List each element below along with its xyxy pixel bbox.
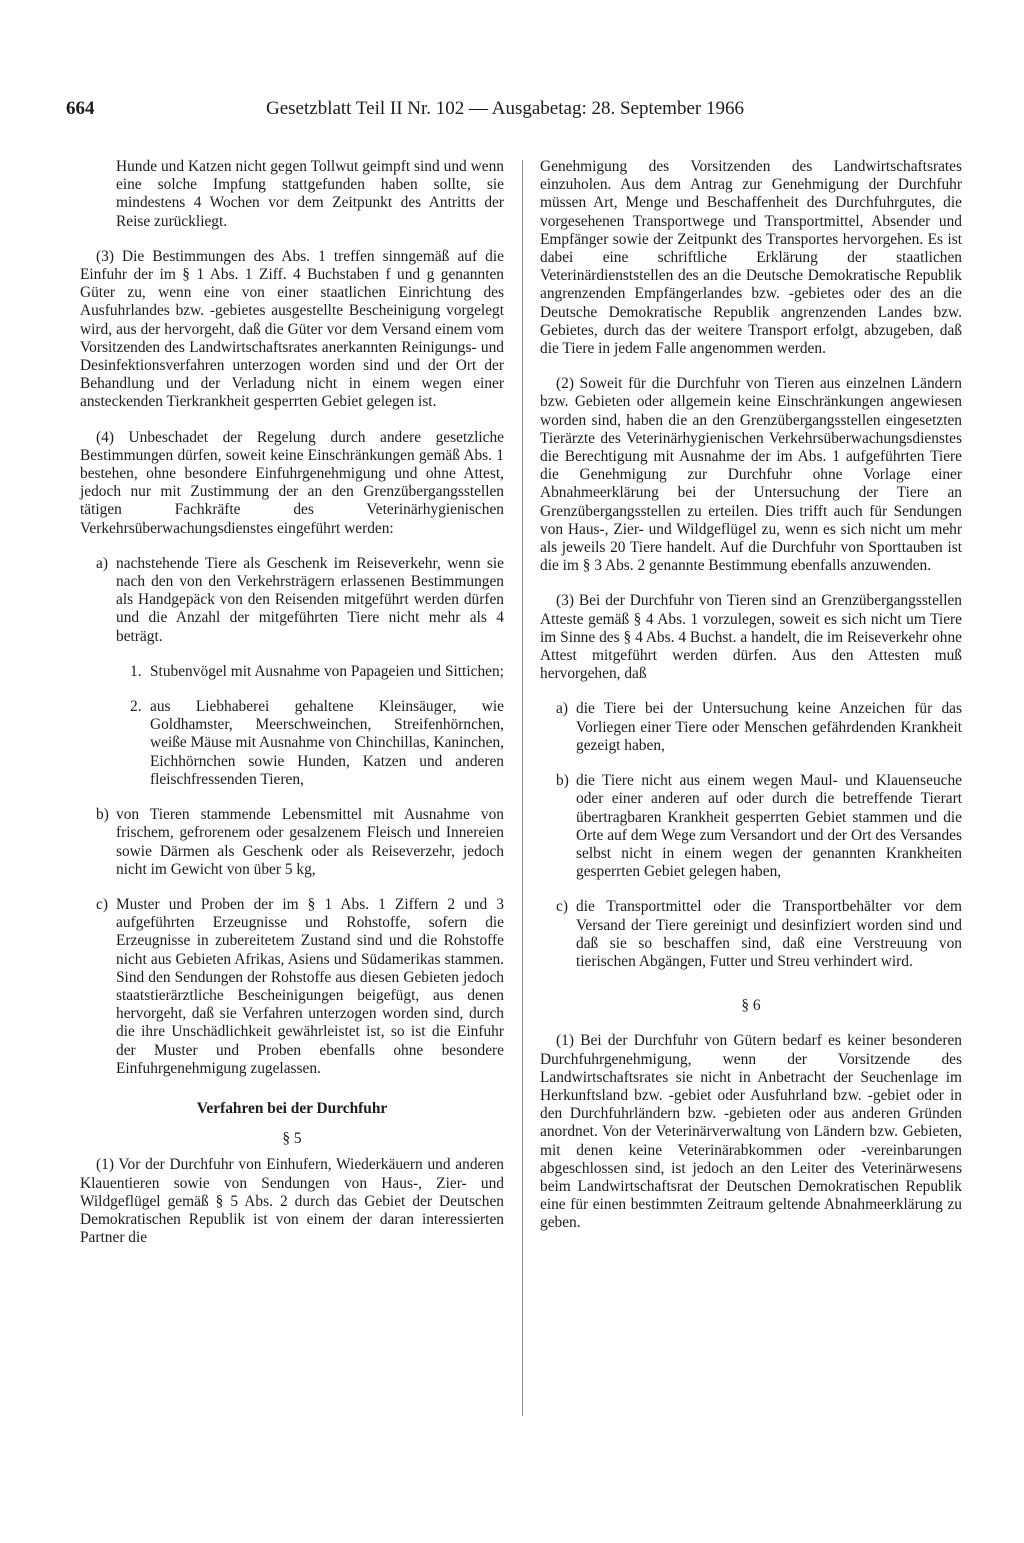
sublist-item-1	[80, 663, 504, 681]
list-item-text: die Transportmittel oder die Transportbehälter vor dem Versand der Tiere gereinigt und desinfiziert worden sind und daß sie so beschaffen sind, daß eine Verstreuung von tierischen Abgängen, Futter und Streu verhindert wird.	[576, 898, 962, 970]
list-item-text: die Tiere bei der Untersuchung keine Anzeichen für das Vorliegen einer Tiere oder Menschen gefährdenden Krankheit gezeigt haben,	[576, 700, 962, 754]
list-item-text: aus Liebhaberei gehaltene Kleinsäuger, wie Goldhamster, Meerschweinchen, Streifenhörnchen, weiße Mäuse mit Ausnahme von Chinchillas, Kaninchen, Eichhörnchen sowie Hunden, Katzen und anderen fleischfressenden Tieren,	[150, 698, 504, 788]
paragraph-continuation: Hunde und Katzen nicht gegen Tollwut geimpft sind und wenn eine solche Impfung stattgefunden haben sollte, sie mindestens 4 Wochen vor dem Zeitpunkt des Antritts der Reise zurückliegt.	[116, 158, 504, 230]
list-marker: 1.	[130, 662, 142, 680]
list-item-b	[80, 806, 504, 879]
paragraph-6-1: (1) Bei der Durchfuhr von Gütern bedarf es keiner besonderen Durchfuhrgenehmigung, wenn der Vorsitzende des Landwirtschaftsrates sie nicht in Anbetracht der Seuchenlage im Herkunftsland bzw. -gebiet oder Ausfuhrland bzw. -gebiet oder in den Durchfuhrländern bzw. -gebieten oder aus anderen Gründen anordnet. Von der Veterinärverwaltung von Ländern bzw. Gebieten, mit denen keine Veterinärabkommen oder -vereinbarungen abgeschlossen sind, ist jedoch an den Leiter des Veterinärwesens beim Landwirtschaftsrat der Deutschen Demokratischen Republik eine für einen bestimmten Zeitraum geltende Abnahmeerklärung zu geben.	[540, 1032, 962, 1232]
list-item-b	[540, 772, 962, 881]
list-marker: c)	[556, 898, 568, 916]
paragraph-5-2: (2) Soweit für die Durchfuhr von Tieren aus einzelnen Ländern bzw. Gebieten oder allgemein keine Einschränkungen angewiesen worden sind, haben die an den Grenzübergangsstellen eingesetzten Tierärzte des Veterinärhygienischen Verkehrsüberwachungsdienstes die Berechtigung mit Ausnahme der im Abs. 1 aufgeführten Tiere die Genehmigung zur Durchfuhr ohne Vorlage einer Abnahmeerklärung bei der Untersuchung der Tiere an Grenzübergangsstellen zu erteilen. Dies trifft auch für Sendungen von Haus-, Zier- und Wildgeflügel zu, wenn es sich nicht um mehr als jeweils 20 Tiere handelt. Auf die Durchfuhr von Sporttauben ist die im § 3 Abs. 2 genannte Bestimmung ebenfalls anzuwenden.	[540, 375, 962, 575]
list-item-text: von Tieren stammende Lebensmittel mit Ausnahme von frischem, gefrorenem oder gesalzenem Fleisch und Innereien sowie Därmen als Geschenk oder als Reiseverzehr, jedoch nicht im Gewicht von über 5 kg,	[116, 806, 504, 878]
list-marker: 2.	[130, 698, 142, 716]
column-divider	[522, 160, 523, 1416]
paragraph-5-3: (3) Bei der Durchfuhr von Tieren sind an Grenzübergangsstellen Atteste gemäß § 4 Abs. 1 vorzulegen, soweit es sich nicht um Tiere im Sinne des § 4 Abs. 4 Buchst. a handelt, die im Reiseverkehr ohne Attest mitgeführt werden dürfen. Aus den Attesten muß hervorgehen, daß	[540, 592, 962, 683]
list-item-c	[80, 896, 504, 1078]
list-marker: c)	[96, 895, 108, 913]
list-item-text: die Tiere nicht aus einem wegen Maul- und Klauenseuche oder einer anderen auf oder durch die betreffende Tierart übertragbaren Krankheit gesperrten Gebiet stammen und die Orte auf dem Wege zum Versandort und der Ort des Versandes selbst nicht in einem wegen der genannten Krankheiten gesperrten Gebiet gelegen haben,	[576, 772, 962, 881]
section-heading: Verfahren bei der Durchfuhr	[196, 1099, 388, 1117]
paragraph-4-4: (4) Unbeschadet der Regelung durch andere gesetzliche Bestimmungen dürfen, soweit keine Einschränkungen gemäß Abs. 1 bestehen, ohne besondere Einfuhrgenehmigung und ohne Attest, jedoch nur mit Zustimmung der an den Grenzübergangsstellen tätigen Fachkräfte des Veterinärhygienischen Verkehrsüberwachungsdienstes eingeführt werden:	[80, 428, 504, 537]
section-number-5: § 5	[282, 1130, 302, 1148]
list-item-c	[540, 898, 962, 971]
section-number-6: § 6	[741, 997, 761, 1015]
page-header	[66, 98, 786, 124]
page-number: 664	[66, 98, 95, 119]
list-marker: a)	[556, 700, 568, 718]
paragraph-4-3: (3) Die Bestimmungen des Abs. 1 treffen sinngemäß auf die Einfuhr der im § 1 Abs. 1 Ziff. 4 Buchstaben f und g genannten Güter zu, wenn eine von einer staatlichen Einrichtung des Ausfuhrlandes bzw. -gebietes ausgestellte Bescheinigung vorgelegt wird, aus der hervorgeht, daß die Güter vor dem Versand einem vom Vorsitzenden des Landwirtschaftsrates anerkannten Reinigungs- und Desinfektionsverfahren unterzogen worden sind und der Ort der Behandlung und der Verladung nicht in einem wegen einer ansteckenden Tierkrankheit gesperrten Gebiet gelegen ist.	[80, 247, 504, 411]
running-title: Gesetzblatt Teil II Nr. 102 — Ausgabetag: 28. September 1966	[266, 98, 744, 119]
list-marker: b)	[556, 772, 569, 790]
list-item-text: Stubenvögel mit Ausnahme von Papageien und Sittichen;	[150, 662, 504, 680]
list-item-a	[540, 700, 962, 755]
sublist-item-2	[80, 698, 504, 789]
list-marker: a)	[96, 554, 108, 572]
list-item-text: Muster und Proben der im § 1 Abs. 1 Ziffern 2 und 3 aufgeführten Erzeugnisse und Rohstoffe, sofern die Erzeugnisse in zubereitetem Zustand sind und die Rohstoffe nicht aus Gebieten Afrikas, Asiens und Südamerikas stammen. Sind den Sendungen der Rohstoffe aus diesen Gebieten jedoch staatstierärztliche Bescheinigungen beigefügt, aus denen hervorgeht, daß sie Verfahren unterzogen worden sind, durch die ihre Unschädlichkeit gewährleistet ist, so ist die Einfuhr der Muster und Proben ebenfalls ohne besondere Einfuhrgenehmigung zugelassen.	[116, 895, 504, 1077]
list-item-text: nachstehende Tiere als Geschenk im Reiseverkehr, wenn sie nach den von den Verkehrsträgern erlassenen Bestimmungen als Handgepäck von den Reisenden mitgeführt werden dürfen und die Anzahl der mitgeführten Tiere nicht mehr als 4 beträgt.	[116, 554, 504, 645]
list-marker: b)	[96, 806, 109, 824]
paragraph-5-1: (1) Vor der Durchfuhr von Einhufern, Wiederkäuern und anderen Klauentieren sowie von Sendungen von Haus-, Zier- und Wildgeflügel gemäß § 5 Abs. 2 durch das Gebiet der Deutschen Demokratischen Republik ist von einem der daran interessierten Partner die	[80, 1156, 504, 1247]
left-column	[80, 158, 504, 1247]
right-column	[540, 158, 962, 1233]
paragraph-continuation: Genehmigung des Vorsitzenden des Landwirtschaftsrates einzuholen. Aus dem Antrag zur Genehmigung der Durchfuhr müssen Art, Menge und Beschaffenheit des Durchfuhrgutes, die vorgesehenen Transportwege und Transportmittel, Absender und Empfänger sowie der Zeitpunkt des Transportes hervorgehen. Es ist dabei eine schriftliche Erklärung der staatlichen Veterinärdienststellen des an die Deutsche Demokratische Republik angrenzenden Empfängerlandes bzw. -gebietes oder des an die Deutsche Demokratische Republik angrenzenden Landes bzw. Gebietes, durch das der weitere Transport erfolgt, abzugeben, daß die Tiere in jedem Falle angenommen werden.	[540, 158, 962, 358]
list-item-a	[80, 555, 504, 646]
